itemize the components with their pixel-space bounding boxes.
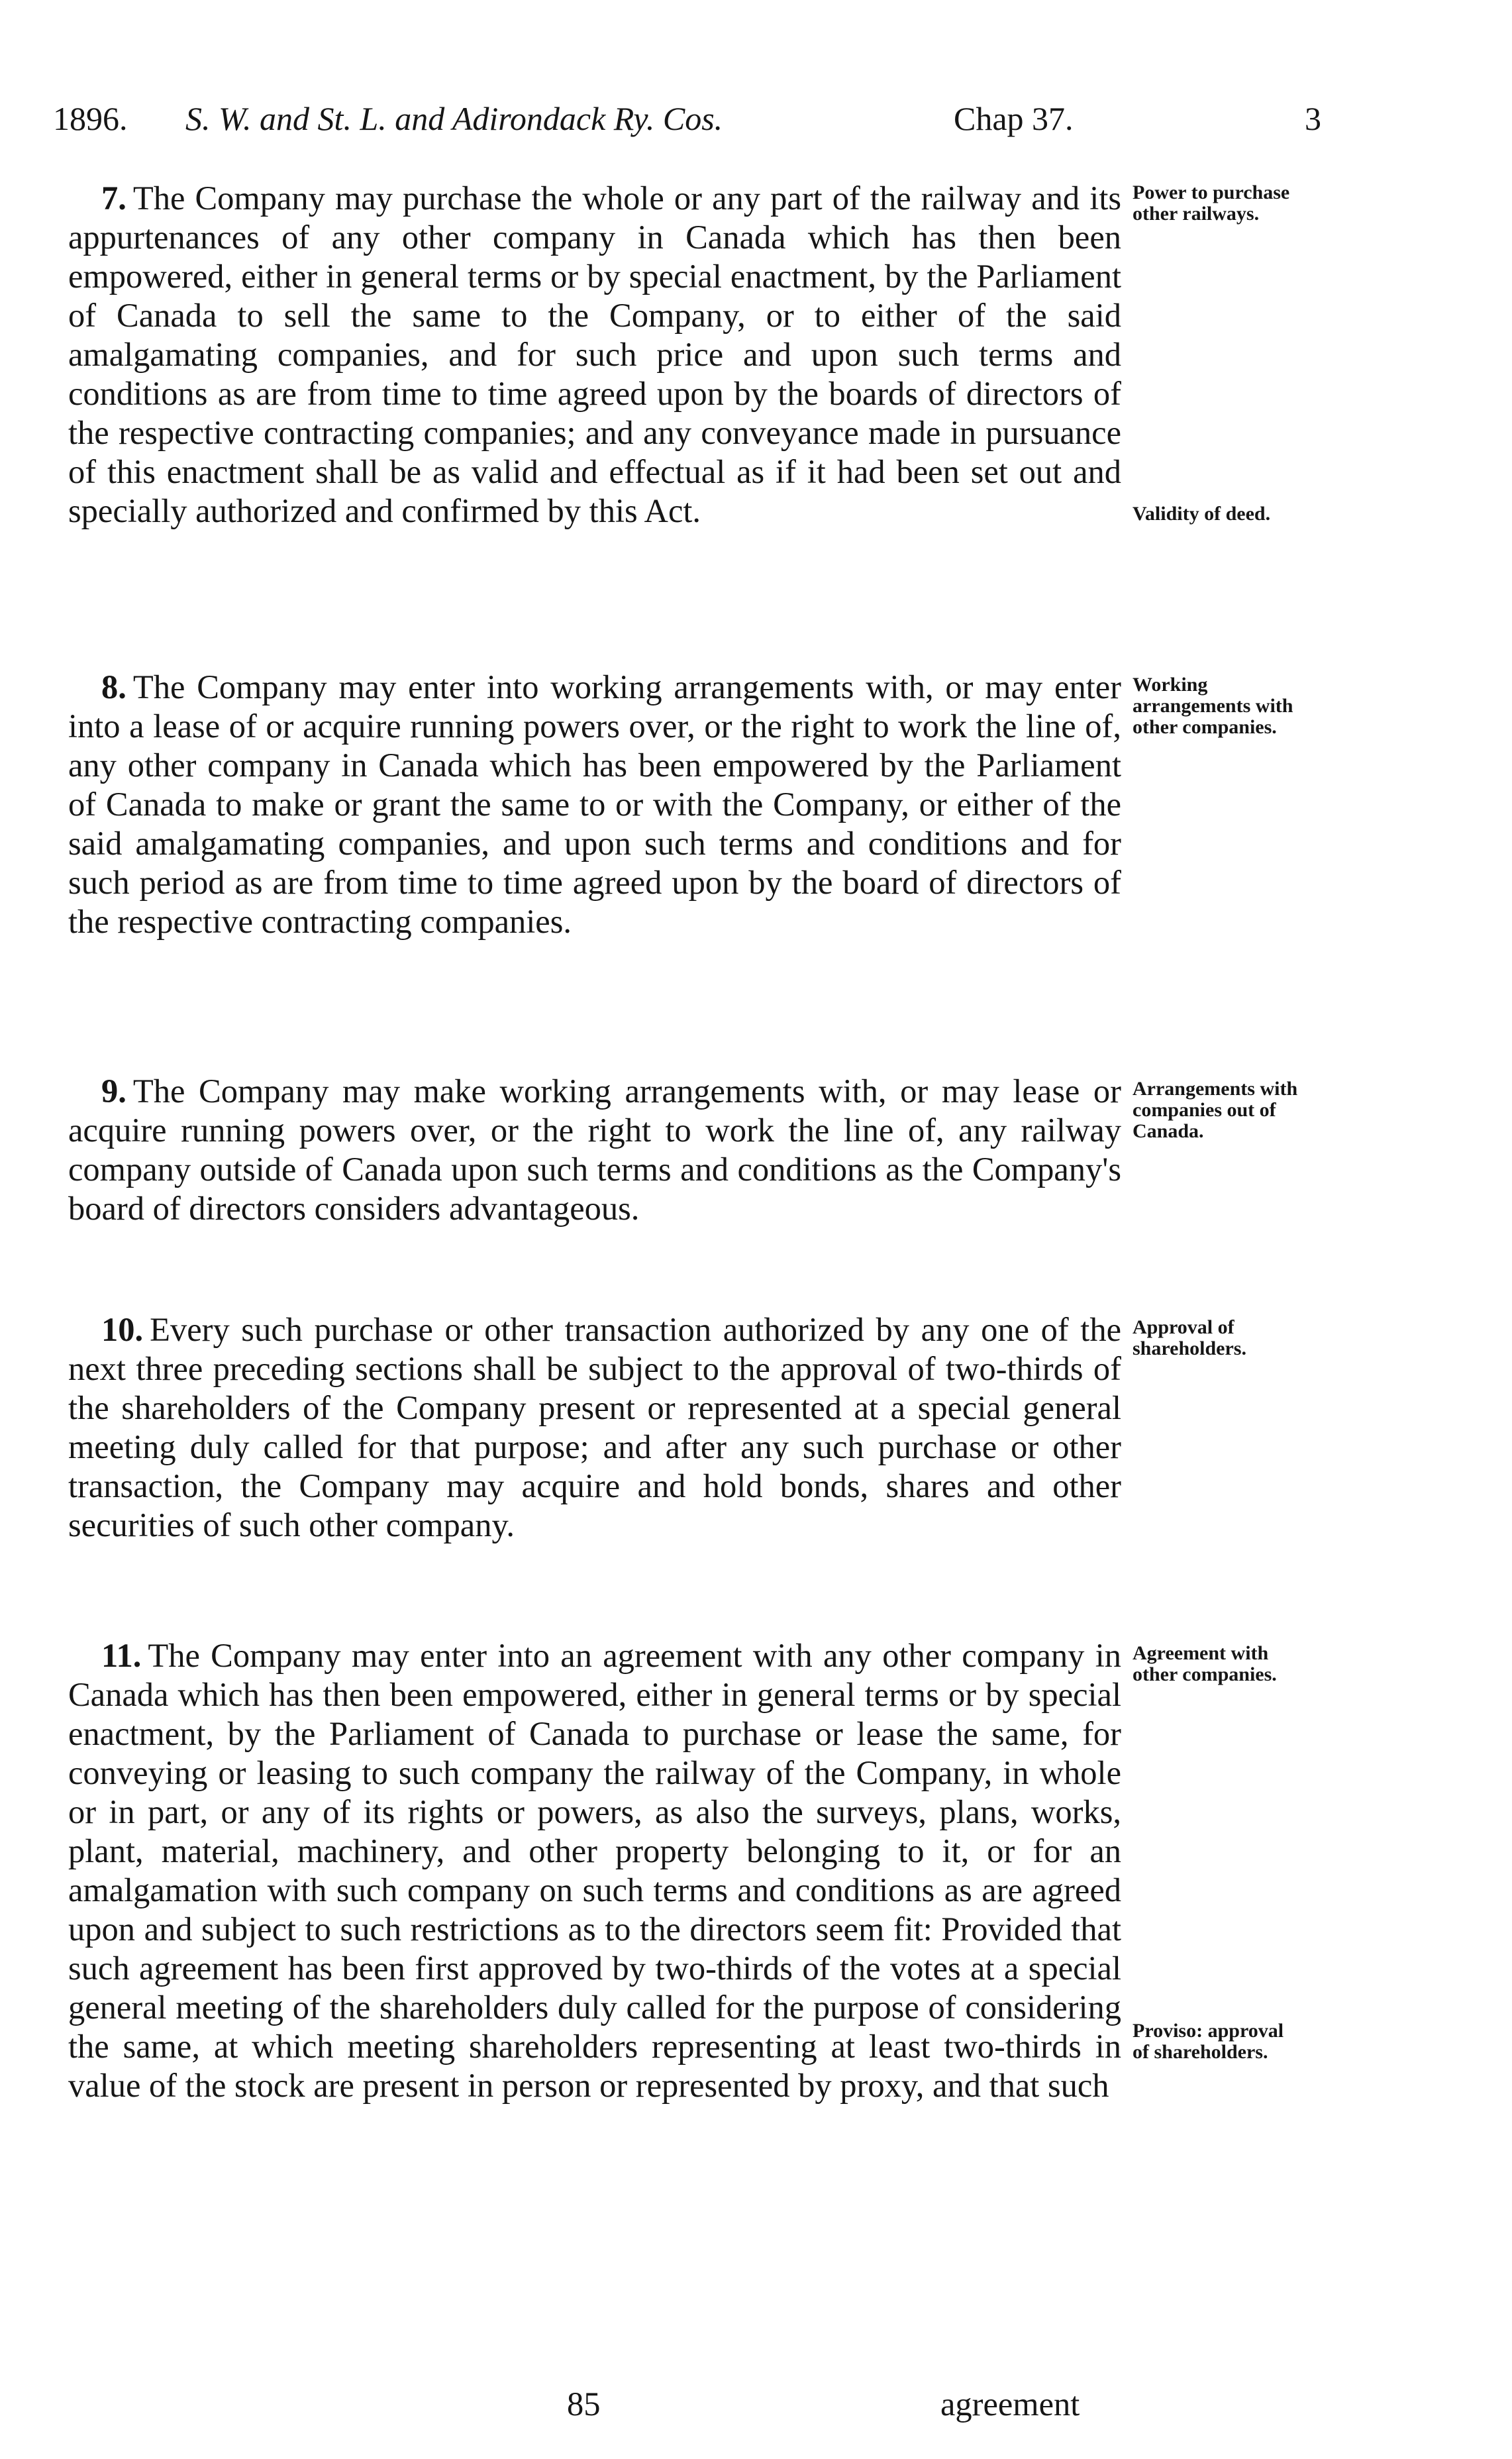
marginal-note-approval-of-shareholders: Approval of shareholders. xyxy=(1133,1316,1246,1359)
section-text: The Company may enter into working arrangements with, or may enter into a lease of or acquire running powers over, or the right to work the line of, any other company in Canada which has been empowered by the Parliament of Canada to make or grant the same to or with the Company, or either of the said amalgamating companies, and upon such terms and conditions and for such period as are from time to time agreed upon by the board of directors of the respective contracting companies. xyxy=(68,668,1121,940)
marginal-note-working-arrangements: Working arrangements with other companies. xyxy=(1133,674,1293,738)
section-text: The Company may make working arrangements with, or may lease or acquire running powers over, or the right to work the line of, any railway company outside of Canada upon such terms and conditions as the Company's board of directors considers advantageous. xyxy=(68,1073,1121,1227)
section-7 xyxy=(68,179,1121,531)
header-chapter: Chap 37. xyxy=(954,100,1074,137)
section-9 xyxy=(68,1072,1121,1228)
section-10 xyxy=(68,1310,1121,1545)
signature-mark: 85 xyxy=(567,2385,601,2423)
section-number: 9. xyxy=(101,1073,126,1110)
section-number: 11. xyxy=(101,1637,142,1674)
section-8 xyxy=(68,668,1121,941)
header-title: S. W. and St. L. and Adirondack Ry. Cos. xyxy=(185,100,723,137)
running-header xyxy=(53,99,1321,152)
catchword: agreement xyxy=(940,2385,1080,2423)
section-text: Every such purchase or other transaction authorized by any one of the next three preceding sections shall be subject to the approval of two-thirds of the shareholders of the Company present or represented at a special general meeting duly called for that purpose; and after any such purchase or other transaction, the Company may acquire and hold bonds, shares and other securities of such other company. xyxy=(68,1311,1121,1543)
header-page-number: 3 xyxy=(1305,100,1321,137)
section-number: 8. xyxy=(101,668,126,706)
header-year: 1896. xyxy=(53,100,128,137)
section-text: The Company may enter into an agreement with any other company in Canada which has then been empowered, either in general terms or by special enactment, by the Parliament of Canada to purchase or lease the same, for conveying or leasing to such company the railway of the Company, in whole or in part, or any of its rights or powers, as also the surveys, plans, works, plant, material, machinery, and other property belonging to it, or for an amalgamation with such company on such terms and conditions as are agreed upon and subject to such restrictions as to the directors seem fit: Provided that such agreement has been first approved by two-thirds of the votes at a special general meeting of the shareholders duly called for the purpose of considering the same, at which meeting shareholders representing at least two-thirds in value of the stock are present in person or represented by proxy, and that such xyxy=(68,1637,1121,2104)
section-number: 10. xyxy=(101,1311,144,1348)
section-11 xyxy=(68,1636,1121,2105)
marginal-note-proviso: Proviso: approval of shareholders. xyxy=(1133,2020,1284,2063)
section-number: 7. xyxy=(101,180,126,217)
marginal-note-power-to-purchase: Power to purchase other railways. xyxy=(1133,182,1290,225)
marginal-note-agreement: Agreement with other companies. xyxy=(1133,1642,1277,1685)
marginal-note-arrangements-outside: Arrangements with companies out of Canada. xyxy=(1133,1078,1298,1142)
section-text: The Company may purchase the whole or any part of the railway and its appurtenances of any other company in Canada which has then been empowered, either in general terms or by special enactment, by the Parliament of Canada to sell the same to the Company, or to either of the said amalgamating companies, and for such price and upon such terms and conditions as are from time to time agreed upon by the boards of directors of the respective contracting companies; and any conveyance made in pursuance of this enactment shall be as valid and effectual as if it had been set out and specially authorized and confirmed by this Act. xyxy=(68,180,1121,529)
marginal-note-validity-of-deed: Validity of deed. xyxy=(1133,503,1271,525)
